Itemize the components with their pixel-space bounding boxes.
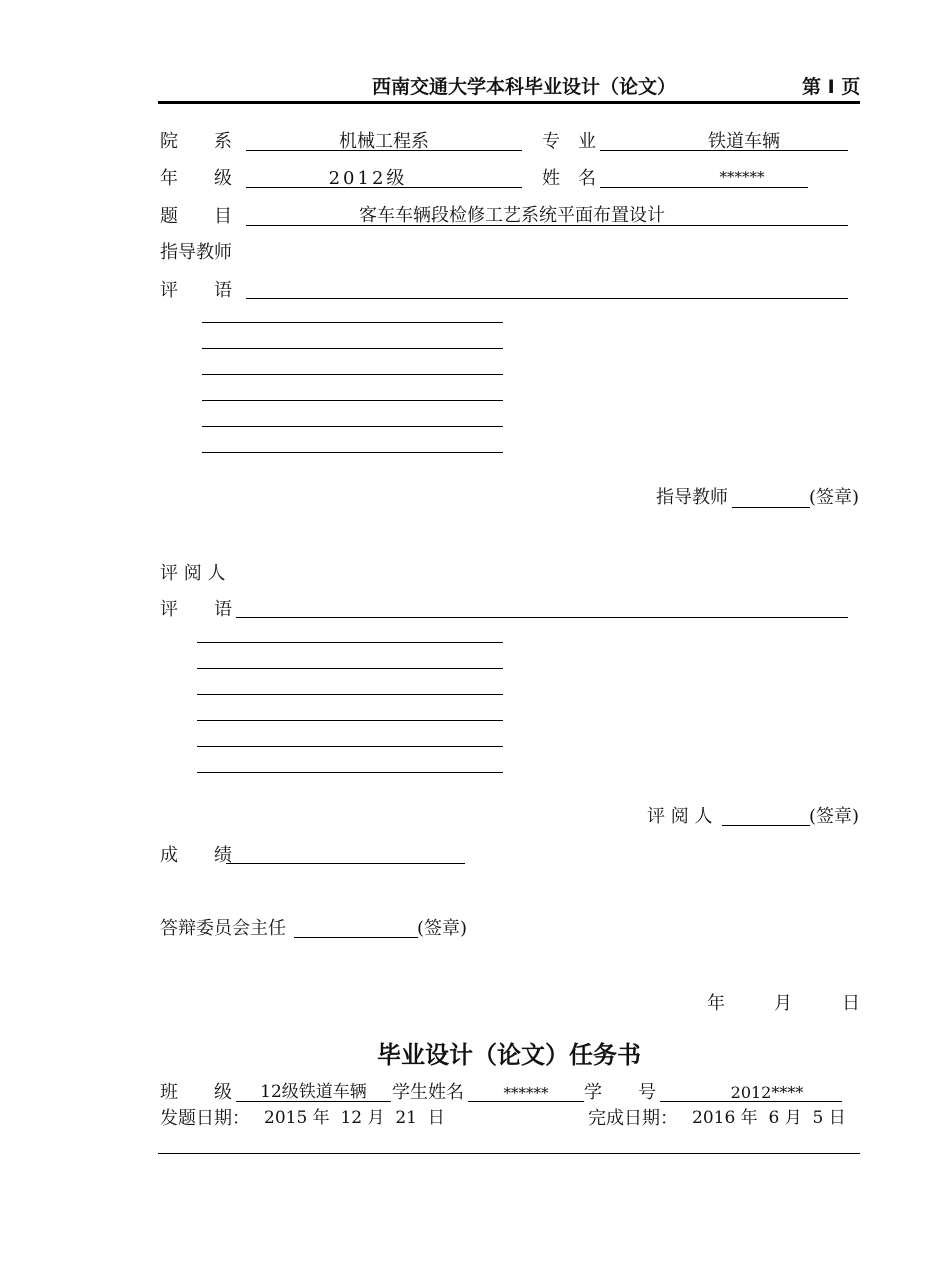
grade-label: 年 级	[160, 168, 232, 189]
major-value[interactable]: 铁道车辆	[708, 131, 780, 152]
advisor-sign-label: 指导教师	[656, 487, 728, 508]
student-name-value[interactable]: ******	[503, 1084, 549, 1102]
finish-date-value[interactable]: 2016 年 6 月 5 日	[692, 1108, 846, 1128]
reviewer-comment-line[interactable]	[197, 668, 503, 669]
name-underline	[600, 187, 808, 188]
reviewer-sign-label: 评 阅 人	[647, 806, 713, 827]
student-id-label: 学 号	[584, 1082, 656, 1103]
score-line[interactable]	[226, 863, 465, 864]
major-label: 专 业	[542, 131, 596, 152]
reviewer-comment-line[interactable]	[197, 694, 503, 695]
advisor-comment-label: 评 语	[160, 280, 232, 301]
committee-sign-line[interactable]	[294, 937, 418, 938]
advisor-comment-line[interactable]	[202, 426, 503, 427]
committee-suffix: (签章)	[417, 918, 468, 939]
dept-value[interactable]: 机械工程系	[339, 131, 429, 152]
finish-date-label: 完成日期：	[588, 1108, 678, 1129]
advisor-sign-line[interactable]	[732, 507, 810, 508]
reviewer-comment-line[interactable]	[197, 746, 503, 747]
advisor-label: 指导教师	[160, 242, 232, 263]
advisor-comment-line[interactable]	[202, 374, 503, 375]
class-label: 班 级	[160, 1082, 232, 1103]
class-value[interactable]: 12级铁道车辆	[260, 1082, 367, 1102]
date-day-label: 日	[842, 993, 860, 1014]
header-rule	[158, 101, 860, 104]
student-id-value[interactable]: 2012****	[730, 1083, 804, 1102]
task-book-title: 毕业设计（论文）任务书	[377, 1041, 641, 1069]
advisor-comment-line[interactable]	[202, 400, 503, 401]
dept-label: 院 系	[160, 131, 232, 152]
committee-label: 答辩委员会主任	[160, 918, 286, 939]
reviewer-comment-line[interactable]	[197, 772, 503, 773]
issue-date-label: 发题日期：	[160, 1108, 250, 1129]
score-label: 成 绩	[160, 845, 232, 866]
topic-label: 题 目	[160, 206, 232, 227]
reviewer-sign-suffix: (签章)	[809, 806, 860, 827]
topic-value[interactable]: 客车车辆段检修工艺系统平面布置设计	[359, 205, 665, 226]
reviewer-comment-line[interactable]	[197, 642, 503, 643]
reviewer-label: 评 阅 人	[160, 563, 226, 584]
advisor-comment-line[interactable]	[202, 322, 503, 323]
advisor-sign-suffix: (签章)	[809, 487, 860, 508]
name-value[interactable]: ******	[719, 168, 765, 186]
reviewer-sign-line[interactable]	[722, 825, 810, 826]
bottom-rule	[158, 1153, 860, 1154]
grade-value[interactable]: 2012级	[328, 168, 408, 189]
date-month-label: 月	[774, 993, 792, 1014]
reviewer-comment-line[interactable]	[236, 617, 848, 618]
issue-date-value[interactable]: 2015 年 12 月 21 日	[264, 1108, 445, 1128]
advisor-comment-line[interactable]	[202, 452, 503, 453]
name-label: 姓 名	[542, 168, 596, 189]
date-year-label: 年	[707, 993, 725, 1014]
reviewer-comment-label: 评 语	[160, 599, 232, 620]
advisor-comment-line[interactable]	[246, 298, 848, 299]
student-name-label: 学生姓名	[392, 1082, 464, 1103]
page-number: 第 Ⅰ 页	[802, 76, 861, 98]
document-header-title: 西南交通大学本科毕业设计（论文）	[372, 76, 677, 98]
reviewer-comment-line[interactable]	[197, 720, 503, 721]
advisor-comment-line[interactable]	[202, 348, 503, 349]
